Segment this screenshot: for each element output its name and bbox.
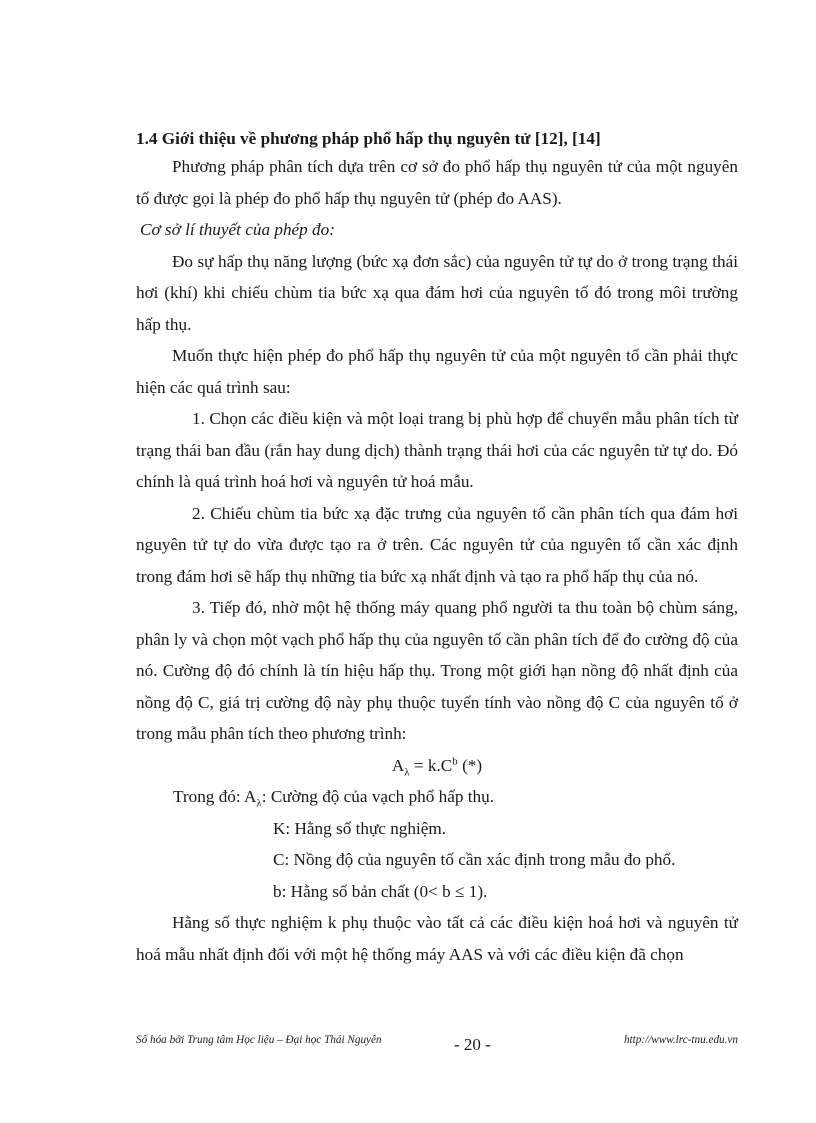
step-3: 3. Tiếp đó, nhờ một hệ thống máy quang phổ người ta thu toàn bộ chùm sáng, phân ly và chọn một vạch phổ hấp thụ của nguyên tố cần phân tích để đo cường độ của nó. Cường độ đó chính là tín hiệu hấp thụ. Trong một giới hạn nồng độ nhất định của nồng độ C, giá trị cường độ này phụ thuộc tuyến tính vào nồng độ C của nguyên tố ở trong mẫu phân tích theo phương trình: <box>136 598 738 743</box>
equation-tag: (*) <box>457 755 483 775</box>
equation-lambda: λ <box>404 765 410 778</box>
closing-paragraph: Hằng số thực nghiệm k phụ thuộc vào tất cả các điều kiện hoá hơi và nguyên tử hoá mẫu nhất định đối với một hệ thống máy AAS và với các điều kiện đã chọn <box>136 913 738 964</box>
definition-lambda: λ <box>256 797 262 810</box>
page-body <box>136 127 738 970</box>
definition-a-lambda <box>136 781 738 813</box>
step-2: 2. Chiếu chùm tia bức xạ đặc trưng của nguyên tố cần phân tích qua đám hơi nguyên tử tự do vừa được tạo ra ở trên. Các nguyên tử của nguyên tố cần xác định trong đám hơi sẽ hấp thụ những tia bức xạ nhất định và tạo ra phổ hấp thụ của nó. <box>136 503 738 586</box>
equation <box>136 750 738 782</box>
definition-k: K: Hằng số thực nghiệm. <box>273 818 447 838</box>
equation-rhs: = k.C <box>409 755 453 775</box>
footer-source: Số hóa bởi Trung tâm Học liệu – Đại học Thái Nguyên <box>136 1034 382 1046</box>
definition-prefix: Trong đó: A <box>173 787 257 806</box>
paragraph-requirements: Muốn thực hiện phép đo phổ hấp thụ nguyên tử của một nguyên tố cần phải thực hiện các quá trình sau: <box>136 346 738 397</box>
definition-a-text: : Cường độ của vạch phổ hấp thụ. <box>261 787 495 806</box>
footer-url: http://www.lrc-tnu.edu.vn <box>623 1034 738 1046</box>
page-footer <box>136 1028 738 1058</box>
step-1: 1. Chọn các điều kiện và một loại trang bị phù hợp để chuyển mẫu phân tích từ trạng thái ban đầu (rắn hay dung dịch) thành trạng thái hơi của các nguyên tử tự do. Đó chính là quá trình hoá hơi và nguyên tử hoá mẫu. <box>136 409 738 491</box>
paragraph-definition: Đo sự hấp thụ năng lượng (bức xạ đơn sắc) của nguyên tử tự do ở trong trạng thái hơi (khí) khi chiếu chùm tia bức xạ qua đám hơi của nguyên tố đó trong môi trường hấp thụ. <box>136 251 738 334</box>
equation-exponent: b <box>452 754 458 767</box>
definition-c: C: Nồng độ của nguyên tố cần xác định trong mẫu đo phổ. <box>273 850 676 869</box>
definition-b: b: Hằng số bản chất (0< b ≤ 1). <box>273 881 488 901</box>
section-heading: 1.4 Giới thiệu về phương pháp phổ hấp thụ nguyên tử [12], [14] <box>136 129 601 148</box>
subheading: Cơ sở lí thuyết của phép đo: <box>140 220 335 239</box>
intro-paragraph: Phương pháp phân tích dựa trên cơ sở đo phổ hấp thụ nguyên tử của một nguyên tố được gọi là phép đo phổ hấp thụ nguyên tử (phép đo AAS). <box>136 157 738 208</box>
page-number: - 20 - <box>454 1035 491 1054</box>
equation-a: A <box>391 755 405 775</box>
